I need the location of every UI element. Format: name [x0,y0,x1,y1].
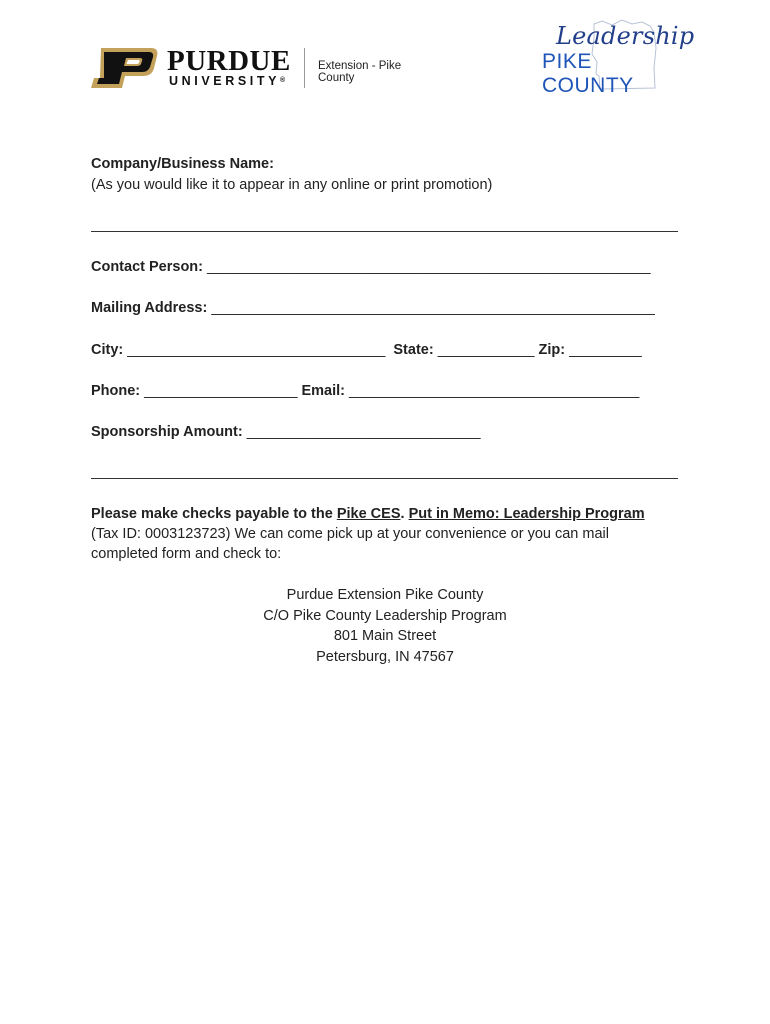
phone-email-row [91,381,639,401]
company-name-label: Company/Business Name: [91,156,274,172]
purdue-university-label: UNIVERSITY® [169,74,286,88]
contact-person-row [91,257,651,277]
purdue-p-mark-icon [91,48,159,88]
purdue-wordmark: PURDUE [167,45,291,77]
city-field[interactable]: ________________________________ [127,342,386,358]
extension-label: Extension - Pike County [318,60,402,84]
leadership-pike-county-logo [536,18,695,97]
mailing-address-row [91,298,655,318]
address-line-3: 801 Main Street [333,628,437,644]
sponsorship-amount-field[interactable]: _____________________________ [246,424,481,440]
address-line-2: C/O Pike County Leadership Program [263,608,507,624]
state-field[interactable]: ____________ [437,342,535,358]
payment-instructions-line3: completed form and check to: [91,546,282,562]
contact-person-field[interactable]: _______________________________________________________ [207,259,651,275]
phone-field[interactable]: ___________________ [144,383,298,399]
company-name-field[interactable] [91,231,678,232]
mailing-address-field[interactable]: _______________________________________________________ [211,300,655,316]
payment-instructions-line1 [91,504,645,524]
lpc-script-title: Leadership [556,22,695,50]
purdue-logo [91,46,426,90]
state-label: State: [393,342,434,358]
lpc-county-title: PIKE COUNTY [542,50,634,97]
payment-instructions-line2: (Tax ID: 0003123723) We can come pick up at your convenience or you can mail [91,526,609,542]
address-line-1: Purdue Extension Pike County [286,587,484,603]
memo-note: Put in Memo: Leadership Program [408,506,645,522]
sponsorship-amount-label: Sponsorship Amount: [91,424,243,440]
city-label: City: [91,342,124,358]
zip-field[interactable]: _________ [569,342,642,358]
company-name-note: (As you would like it to appear in any online or print promotion) [91,177,493,193]
contact-person-label: Contact Person: [91,259,203,275]
logo-divider [304,48,305,88]
zip-label: Zip: [538,342,566,358]
payee-period: . [400,506,409,522]
mailing-address-label: Mailing Address: [91,300,208,316]
email-label: Email: [301,383,345,399]
phone-label: Phone: [91,383,141,399]
page-header [0,0,770,110]
sponsorship-row [91,422,481,442]
section-divider [91,478,678,479]
city-state-zip-row [91,340,642,360]
email-field[interactable]: ____________________________________ [348,383,640,399]
payee-name: Pike CES [336,506,401,522]
address-line-4: Petersburg, IN 47567 [316,649,454,665]
payable-to-text: Please make checks payable to the [91,506,337,522]
